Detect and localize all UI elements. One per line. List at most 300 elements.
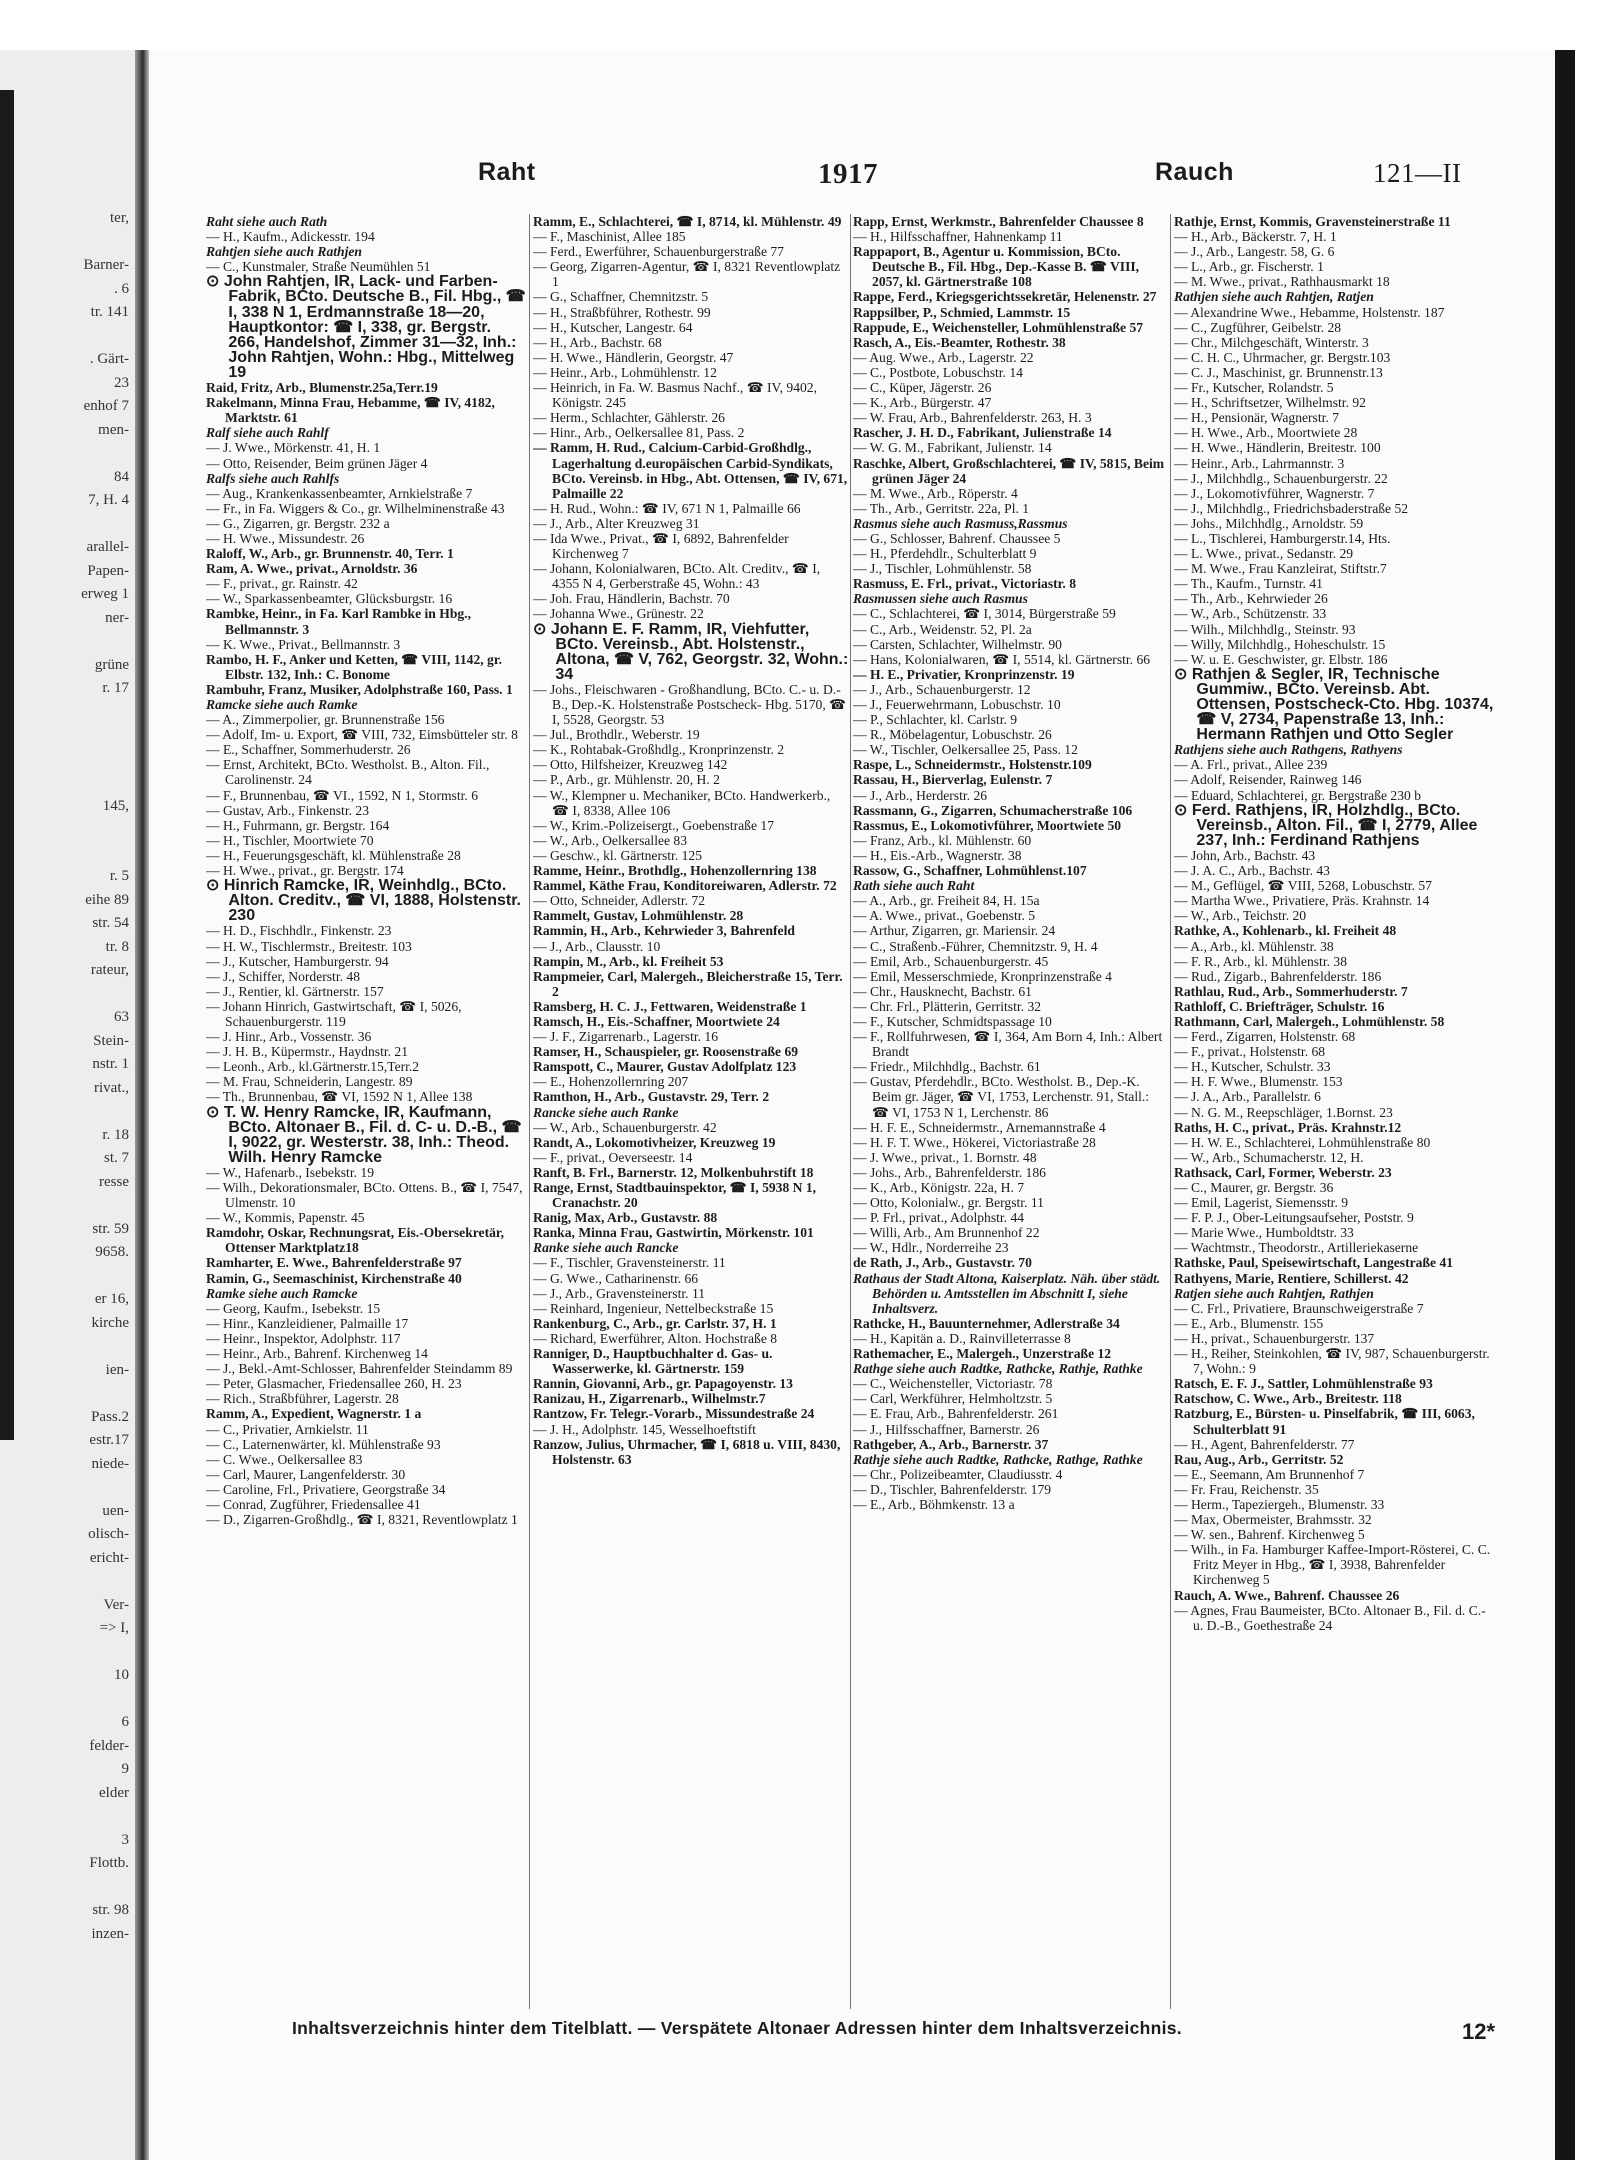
directory-entry: — J. H. B., Küpermstr., Haydnstr. 21 (206, 1044, 409, 1060)
previous-page-line: 3 (121, 1831, 129, 1848)
previous-page-line: 10 (114, 1667, 129, 1683)
directory-entry: — F., Rollfuhrwesen, ☎ I, 364, Am Born 4, Inh.: Albert Brandt (853, 1029, 1163, 1060)
directory-entry: — J., Milchhdlg., Schauenburgerstr. 22 (1174, 470, 1388, 486)
directory-entry: — H., Kutscher, Schulstr. 33 (1174, 1059, 1331, 1075)
directory-entry: — F., Brunnenbau, ☎ VI., 1592, N 1, Stormstr. 6 (206, 787, 478, 803)
previous-page-line: 7, H. 4 (88, 492, 129, 508)
directory-entry: — E., Schaffner, Sommerhuderstr. 26 (206, 742, 411, 758)
directory-entry: — Max, Obermeister, Brahmsstr. 32 (1174, 1512, 1372, 1528)
directory-entry: — H. Wwe., Händlerin, Georgstr. 47 (533, 349, 734, 365)
directory-entry: — Richard, Ewerführer, Alton. Hochstraße 8 (533, 1330, 778, 1346)
directory-entry: — J., Arb., Clausstr. 10 (533, 938, 661, 954)
directory-entry: Rampin, M., Arb., kl. Freiheit 53 (533, 953, 724, 969)
directory-entry: — M. Wwe., Arb., Röperstr. 4 (853, 485, 1018, 501)
directory-entry: Ranka, Minna Frau, Gastwirtin, Mörkenstr. 101 (533, 1225, 814, 1241)
directory-entry: — Chr., Hausknecht, Bachstr. 61 (853, 983, 1032, 999)
directory-entry: Rathloff, C. Briefträger, Schulstr. 16 (1174, 998, 1385, 1014)
directory-entry: Rassow, G., Schaffner, Lohmühlenst.107 (853, 863, 1087, 879)
directory-entry: Raschke, Albert, Großschlachterei, ☎ IV, 5815, Beim grünen Jäger 24 (853, 455, 1165, 486)
directory-entry: Randt, A., Lokomotivheizer, Kreuzweg 19 (533, 1134, 776, 1150)
directory-entry: — J., Arb., Schauenburgerstr. 12 (853, 681, 1031, 697)
directory-entry: Ramthon, H., Arb., Gustavstr. 29, Terr. 2 (533, 1089, 770, 1105)
directory-entry: — L., Arb., gr. Fischerstr. 1 (1174, 259, 1324, 275)
directory-entry: Ralf siehe auch Rahlf (206, 425, 329, 441)
directory-entry: — H., Agent, Bahrenfelderstr. 77 (1174, 1436, 1355, 1452)
previous-page-line: str. 98 (92, 1902, 129, 1918)
directory-entry: — H. E., Privatier, Kronprinzenstr. 19 (853, 666, 1075, 682)
directory-entry: — Th., Arb., Gerritstr. 22a, Pl. 1 (853, 500, 1030, 516)
directory-entry: Rappude, E., Weichensteller, Lohmühlenstraße 57 (853, 319, 1144, 335)
directory-entry: — C. H. C., Uhrmacher, gr. Bergstr.103 (1174, 349, 1391, 365)
directory-entry: — Geschw., kl. Gärtnerstr. 125 (533, 847, 703, 863)
directory-entry: — Heinr., Arb., Bahrenf. Kirchenweg 14 (206, 1346, 428, 1362)
directory-column-1 (206, 214, 526, 2014)
directory-entry: — H., Kaufm., Adickesstr. 194 (206, 229, 375, 245)
directory-entry: Rathjen siehe auch Rahtjen, Ratjen (1174, 289, 1374, 305)
directory-entry: — Jul., Brothdlr., Weberstr. 19 (533, 727, 700, 743)
previous-page-line: nstr. 1 (92, 1056, 129, 1072)
directory-entry: — Rud., Zigarb., Bahrenfelderstr. 186 (1174, 968, 1382, 984)
directory-entry: — E., Hohenzollernring 207 (533, 1074, 689, 1090)
directory-entry: Ranke siehe auch Rancke (533, 1240, 679, 1256)
column-rule (1170, 214, 1171, 2009)
book-gutter (135, 50, 149, 2160)
directory-entry: — J., Lokomotivführer, Wagnerstr. 7 (1174, 485, 1375, 501)
previous-page-line: . Gärt- (89, 351, 129, 367)
previous-page-line: 6 (121, 1714, 129, 1730)
directory-entry: Rammelt, Gustav, Lohmühlenstr. 28 (533, 908, 744, 924)
directory-entry: — H. Wwe., Missundestr. 26 (206, 530, 365, 546)
previous-page-strip (0, 50, 135, 2160)
previous-page-line: niede- (91, 1455, 129, 1472)
directory-entry: — W., Arb., Schumacherstr. 12, H. (1174, 1149, 1364, 1165)
directory-entry: Ranniger, D., Hauptbuchhalter d. Gas- u. Wasserwerke, kl. Gärtnerstr. 159 (533, 1346, 773, 1377)
previous-page-line: felder- (89, 1737, 129, 1754)
directory-entry: — C. Wwe., Oelkersallee 83 (206, 1451, 363, 1467)
directory-entry: Rasmussen siehe auch Rasmus (853, 591, 1028, 607)
directory-entry: — Leonh., Arb., kl.Gärtnerstr.15,Terr.2 (206, 1059, 420, 1075)
directory-entry: — Alexandrine Wwe., Hebamme, Holstenstr. 187 (1174, 304, 1445, 320)
directory-entry: Rappaport, B., Agentur u. Kommission, BCto. Deutsche B., Fil. Hbg., Dep.-Kasse B. ☎ VIII, 2057, kl. Gärtnerstraße 108 (853, 244, 1140, 290)
directory-entry: — J. Wwe., privat., 1. Bornstr. 48 (853, 1149, 1037, 1165)
directory-entry: — D., Tischler, Bahrenfelderstr. 179 (853, 1481, 1052, 1497)
directory-entry: — J., Schiffer, Norderstr. 48 (206, 968, 360, 984)
directory-entry: — Heinrich, in Fa. W. Basmus Nachf., ☎ IV, 9402, Königstr. 245 (533, 380, 818, 411)
directory-entry: ⊙ Hinrich Ramcke, IR, Weinhdlg., BCto. Alton. Creditv., ☎ VI, 1888, Holstenstr. 230 (206, 877, 521, 925)
directory-entry: — C., Weichensteller, Victoriastr. 78 (853, 1376, 1053, 1392)
running-head-left: Raht (478, 158, 536, 186)
directory-entry: Ramdohr, Oskar, Rechnungsrat, Eis.-Obersekretär, Ottenser Marktplatz18 (206, 1225, 505, 1256)
directory-entry: — W., Arb., Schauenburgerstr. 42 (533, 1119, 717, 1135)
directory-entry: Ranizau, H., Zigarrenarb., Wilhelmstr.7 (533, 1391, 766, 1407)
directory-entry: — H., privat., Schauenburgerstr. 137 (1174, 1330, 1375, 1346)
directory-entry: Rauch, A. Wwe., Bahrenf. Chaussee 26 (1174, 1587, 1400, 1603)
directory-entry: — Hinr., Arb., Oelkersallee 81, Pass. 2 (533, 425, 745, 441)
directory-entry: Rankenburg, C., Arb., gr. Carlstr. 37, H. 1 (533, 1315, 777, 1331)
directory-entry: — Georg, Zigarren-Agentur, ☎ I, 8321 Reventlowplatz 1 (533, 259, 841, 290)
previous-page-line: Papen- (87, 562, 129, 579)
directory-entry: — Ferd., Ewerführer, Schauenburgerstraße 77 (533, 244, 784, 260)
directory-entry: Ramspott, C., Maurer, Gustav Adolfplatz 123 (533, 1059, 797, 1075)
directory-entry: Ramsch, H., Eis.-Schaffner, Moortwiete 24 (533, 1013, 780, 1029)
directory-entry: Ranft, B. Frl., Barnerstr. 12, Molkenbuhrstift 18 (533, 1164, 814, 1180)
directory-entry: — Peter, Glasmacher, Friedensallee 260, H. 23 (206, 1376, 462, 1392)
previous-page-line: men- (98, 421, 129, 438)
directory-entry: — H., Reiher, Steinkohlen, ☎ IV, 987, Schauenburgerstr. 7, Wohn.: 9 (1174, 1346, 1490, 1377)
directory-entry: Rathke, A., Kohlenarb., kl. Freiheit 48 (1174, 923, 1397, 939)
directory-entry: — Gustav, Arb., Finkenstr. 23 (206, 802, 369, 818)
directory-entry: — P., Schlachter, kl. Carlstr. 9 (853, 712, 1018, 728)
directory-entry: — W. G. M., Fabrikant, Julienstr. 14 (853, 440, 1052, 456)
directory-entry: — Chr., Milchgeschäft, Winterstr. 3 (1174, 334, 1369, 350)
directory-entry: — Willy, Milchhdlg., Hoheschulstr. 15 (1174, 636, 1386, 652)
directory-entry: — Adolf, Reisender, Rainweg 146 (1174, 772, 1362, 788)
previous-page-line: inzen- (91, 1925, 129, 1942)
directory-entry: Raloff, W., Arb., gr. Brunnenstr. 40, Terr. 1 (206, 546, 454, 562)
directory-entry: — A. Frl., privat., Allee 239 (1174, 757, 1328, 773)
previous-page-line: er 16, (94, 1291, 129, 1307)
directory-entry: — C., Maurer, gr. Bergstr. 36 (1174, 1180, 1334, 1195)
directory-entry: — C., Küper, Jägerstr. 26 (853, 380, 992, 396)
directory-entry: — W., Arb., Teichstr. 20 (1174, 908, 1307, 924)
directory-entry: Rannin, Giovanni, Arb., gr. Papagoyenstr. 13 (533, 1376, 793, 1392)
directory-entry: — Fr., in Fa. Wiggers & Co., gr. Wilhelminenstraße 43 (206, 500, 505, 516)
previous-page-line: olisch- (88, 1526, 129, 1542)
directory-entry: Rathje siehe auch Radtke, Rathcke, Rathge, Rathke (853, 1451, 1143, 1467)
directory-entry: — H., Straßbführer, Rothestr. 99 (533, 304, 711, 320)
directory-entry: — Fr., Kutscher, Rolandstr. 5 (1174, 380, 1334, 396)
directory-entry: — W., Hafenarb., Isebekstr. 19 (206, 1164, 374, 1180)
previous-page-line: uen- (102, 1502, 129, 1519)
directory-entry: — Eduard, Schlachterei, gr. Bergstraße 230 b (1174, 787, 1422, 803)
directory-entry: — C., Straßenb.-Führer, Chemnitzstr. 9, H. 4 (853, 938, 1098, 954)
directory-entry: — Herm., Schlachter, Gählerstr. 26 (533, 410, 725, 426)
directory-column-4 (1174, 214, 1496, 2014)
directory-entry: — J., Feuerwehrmann, Lobuschstr. 10 (853, 697, 1061, 712)
directory-entry: — C., Schlachterei, ☎ I, 3014, Bürgerstraße 59 (853, 606, 1116, 622)
directory-entry: — J., Arb., Gravensteinerstr. 11 (533, 1285, 706, 1301)
directory-entry: Ratjen siehe auch Rahtjen, Rathjen (1174, 1285, 1374, 1301)
directory-entry: — H. F. T. Wwe., Hökerei, Victoriastraße 28 (853, 1134, 1096, 1150)
directory-entry: — Adolf, Im- u. Export, ☎ VIII, 732, Eimsbütteler str. 8 (206, 727, 518, 743)
previous-page-line: str. 54 (92, 915, 129, 931)
directory-entry: ⊙ Rathjen & Segler, IR, Technische Gummiw., BCto. Vereinsb. Abt. Ottensen, Postscheck-Cto. Hbg. 10374, ☎ V, 2734, Papenstraße 13, Inh.: Hermann Rathjen und Otto Segler (1174, 665, 1494, 744)
directory-entry: — J., Tischler, Lohmühlenstr. 58 (853, 561, 1032, 577)
directory-entry: — M. Frau, Schneiderin, Langestr. 89 (206, 1074, 413, 1090)
previous-page-line: str. 59 (92, 1220, 129, 1237)
directory-entry: — K., Arb., Bürgerstr. 47 (853, 395, 992, 411)
directory-entry: Rapp, Ernst, Werkmstr., Bahrenfelder Chaussee 8 (853, 214, 1144, 229)
directory-entry: Rasmuss, E. Frl., privat., Victoriastr. 8 (853, 576, 1077, 592)
directory-entry: — P., Arb., gr. Mühlenstr. 20, H. 2 (533, 772, 720, 788)
directory-entry: — C., Kunstmaler, Straße Neumühlen 51 (206, 259, 431, 275)
directory-entry: — H. Wwe., Händlerin, Breitestr. 100 (1174, 440, 1381, 456)
directory-entry: Ramke siehe auch Ramcke (206, 1285, 358, 1301)
previous-page-line: st. 7 (103, 1150, 129, 1166)
directory-entry: — Th., Kaufm., Turnstr. 41 (1174, 576, 1323, 592)
directory-entry: Rathemacher, E., Malergeh., Unzerstraße 12 (853, 1346, 1112, 1362)
directory-entry: Ramm, E., Schlachterei, ☎ I, 8714, kl. Mühlenstr. 49 (533, 214, 842, 229)
directory-entry: — Gustav, Pferdehdlr., BCto. Westholst. B., Dep.-K. Beim gr. Jäger, ☎ VI, 1753, Lerchenstr. 91, Stall.: ☎ VI, 1753 N 1, Lerchenstr. 86 (853, 1074, 1150, 1120)
directory-entry: — Th., Brunnenbau, ☎ VI, 1592 N 1, Allee 138 (206, 1089, 473, 1105)
directory-entry: ⊙ T. W. Henry Ramcke, IR, Kaufmann, BCto. Altonaer B., Fil. d. C- u. D.-B., ☎ I, 9022, gr. Westerstr. 38, Inh.: Theod. Wilh. Henry Ramcke (206, 1103, 522, 1166)
year-heading: 1917 (818, 158, 878, 190)
directory-entry: Rath siehe auch Raht (853, 878, 975, 894)
directory-entry: — C., Privatier, Arnkielstr. 11 (206, 1421, 369, 1437)
directory-entry: — F., privat., Holstenstr. 68 (1174, 1044, 1326, 1060)
directory-entry: — H., Fuhrmann, gr. Bergstr. 164 (206, 817, 390, 833)
directory-entry: Rasmus siehe auch Rasmuss,Rassmus (853, 515, 1068, 531)
previous-page-line: r. 18 (102, 1126, 129, 1143)
column-rule (529, 214, 530, 2009)
directory-entry: Ratzburg, E., Bürsten- u. Pinselfabrik, ☎ III, 6063, Schulterblatt 91 (1174, 1406, 1475, 1437)
previous-page-line: 23 (114, 374, 129, 391)
directory-entry: — Otto, Reisender, Beim grünen Jäger 4 (206, 455, 428, 471)
previous-page-line: 63 (114, 1009, 129, 1025)
directory-entry: — M., Geflügel, ☎ VIII, 5268, Lobuschstr. 57 (1174, 878, 1432, 894)
directory-column-3 (853, 214, 1167, 2014)
directory-entry: de Rath, J., Arb., Gustavstr. 70 (853, 1255, 1032, 1271)
directory-entry: — J. H., Adolphstr. 145, Wesselhoeftstift (533, 1421, 756, 1437)
directory-entry: — C. Frl., Privatiere, Braunschweigerstraße 7 (1174, 1300, 1424, 1316)
directory-entry: — M. Wwe., Frau Kanzleirat, Stiftstr.7 (1174, 561, 1387, 577)
previous-page-line: r. 5 (109, 868, 129, 884)
directory-entry: — H., Arb., Bachstr. 68 (533, 334, 662, 350)
directory-entry: — J. Hinr., Arb., Vossenstr. 36 (206, 1029, 372, 1045)
directory-entry: Ramin, G., Seemaschinist, Kirchenstraße 40 (206, 1270, 462, 1286)
directory-entry: — J., Bekl.-Amt-Schlosser, Bahrenfelder Steindamm 89 (206, 1361, 513, 1377)
running-head-right: Rauch (1155, 158, 1234, 186)
directory-entry: — H. D., Fischhdlr., Finkenstr. 23 (206, 923, 392, 939)
directory-entry: Rambke, Heinr., in Fa. Karl Rambke in Hbg., Bellmannstr. 3 (206, 606, 471, 637)
directory-entry: Ramsberg, H. C. J., Fettwaren, Weidenstraße 1 (533, 998, 807, 1014)
directory-entry: Rathgeber, A., Arb., Barnerstr. 37 (853, 1436, 1049, 1452)
previous-page-line: 84 (114, 468, 129, 485)
directory-entry: Raspe, L., Schneidermstr., Holstenstr.109 (853, 757, 1092, 773)
directory-entry: Ramme, Heinr., Brothdlg., Hohenzollernring 138 (533, 863, 817, 879)
previous-page-line: rateur, (90, 962, 129, 978)
directory-entry: — K. Wwe., Privat., Bellmannstr. 3 (206, 636, 401, 652)
directory-entry: Rammel, Käthe Frau, Konditoreiwaren, Adlerstr. 72 (533, 878, 837, 894)
directory-entry: — H. W. E., Schlachterei, Lohmühlenstraße 80 (1174, 1134, 1431, 1150)
directory-entry: — Georg, Kaufm., Isebekstr. 15 (206, 1300, 381, 1316)
directory-entry: — W., Tischler, Oelkersallee 25, Pass. 12 (853, 742, 1078, 758)
directory-entry: — Friedr., Milchhdlg., Bachstr. 61 (853, 1059, 1041, 1075)
directory-entry: Rathcke, H., Bauunternehmer, Adlerstraße 34 (853, 1315, 1120, 1331)
directory-entry: ⊙ Johann E. F. Ramm, IR, Viehfutter, BCto. Vereinsb., Abt. Holstenstr., Altona, ☎ V, 762, Georgstr. 32, Wohn.: 34 (533, 620, 849, 683)
directory-entry: Ramcke siehe auch Ramke (206, 697, 358, 712)
directory-entry: — G. Wwe., Catharinenstr. 66 (533, 1270, 699, 1286)
directory-entry: — Wilh., Dekorationsmaler, BCto. Ottens. B., ☎ I, 7547, Ulmenstr. 10 (206, 1180, 523, 1211)
directory-entry: — Martha Wwe., Privatiere, Präs. Krahnstr. 14 (1174, 893, 1430, 909)
directory-entry: Rathsack, Carl, Former, Weberstr. 23 (1174, 1164, 1392, 1180)
directory-entry: — C., Postbote, Lobuschstr. 14 (853, 364, 1023, 380)
previous-page-line: arallel- (86, 539, 129, 555)
previous-page-line: 145, (102, 797, 129, 814)
directory-entry: Ratsch, E. F. J., Sattler, Lohmühlenstraße 93 (1174, 1376, 1433, 1392)
directory-entry: — E., Arb., Böhmkenstr. 13 a (853, 1496, 1015, 1512)
directory-column-2 (533, 214, 849, 2014)
directory-entry: Rassau, H., Bierverlag, Eulenstr. 7 (853, 772, 1053, 788)
directory-entry: — Hans, Kolonialwaren, ☎ I, 5514, kl. Gärtnerstr. 66 (853, 651, 1151, 667)
directory-entry: — Joh. Frau, Händlerin, Bachstr. 70 (533, 591, 730, 607)
directory-entry: — H. F. Wwe., Blumenstr. 153 (1174, 1074, 1343, 1090)
previous-page-line: Stein- (93, 1032, 129, 1049)
directory-entry: Rau, Aug., Arb., Gerritstr. 52 (1174, 1451, 1344, 1467)
directory-entry: Rappe, Ferd., Kriegsgerichtssekretär, Helenenstr. 27 (853, 289, 1157, 305)
directory-entry: — Aug. Wwe., Arb., Lagerstr. 22 (853, 349, 1034, 365)
directory-entry: — Aug., Krankenkassenbeamter, Arnkielstraße 7 (206, 485, 473, 501)
directory-entry: Rantzow, Fr. Telegr.-Vorarb., Missundestraße 24 (533, 1406, 815, 1422)
previous-page-line: ericht- (89, 1549, 129, 1566)
directory-entry: — C., Laternenwärter, kl. Mühlenstraße 93 (206, 1436, 441, 1452)
directory-entry: — John, Arb., Bachstr. 43 (1174, 847, 1316, 863)
directory-entry: — H., Pferdehdlr., Schulterblatt 9 (853, 546, 1037, 562)
directory-entry: — K., Arb., Königstr. 22a, H. 7 (853, 1180, 1025, 1195)
directory-entry: — Th., Arb., Kehrwieder 26 (1174, 591, 1328, 607)
directory-entry: — H., Feuerungsgeschäft, kl. Mühlenstraße 28 (206, 847, 461, 863)
directory-entry: — W., Klempner u. Mechaniker, BCto. Handwerkerb., ☎ I, 8338, Allee 106 (533, 787, 831, 818)
previous-page-line: enhof 7 (83, 398, 129, 414)
directory-entry: — J. Wwe., Mörkenstr. 41, H. 1 (206, 440, 381, 456)
directory-entry: Rambo, H. F., Anker und Ketten, ☎ VIII, 1142, gr. Elbstr. 132, Inh.: C. Bonome (206, 651, 503, 682)
directory-entry: — Ida Wwe., Privat., ☎ I, 6892, Bahrenfelder Kirchenweg 7 (533, 530, 789, 562)
directory-entry: Ramser, H., Schauspieler, gr. Roosenstraße 69 (533, 1044, 799, 1060)
previous-page-line: r. 17 (102, 680, 129, 696)
directory-entry: Rathaus der Stadt Altona, Kaiserplatz. Näh. über städt. Behörden u. Amtsstellen im Abschnitt I, siehe Inhaltsverz. (853, 1270, 1161, 1316)
directory-entry: — F. P. J., Ober-Leitungsaufseher, Poststr. 9 (1174, 1210, 1414, 1226)
previous-page-line: estr.17 (89, 1432, 129, 1448)
directory-entry: — H., Pensionär, Wagnerstr. 7 (1174, 410, 1339, 426)
previous-page-line: resse (99, 1173, 129, 1190)
previous-page-line: 9658. (95, 1244, 129, 1260)
directory-entry: — Conrad, Zugführer, Friedensallee 41 (206, 1496, 421, 1512)
directory-entry: — Otto, Kolonialw., gr. Bergstr. 11 (853, 1195, 1044, 1211)
directory-entry: — A. Wwe., privat., Goebenstr. 5 (853, 908, 1036, 924)
directory-entry: Raths, H. C., privat., Präs. Krahnstr.12 (1174, 1119, 1402, 1135)
directory-entry: — E., Seemann, Am Brunnenhof 7 (1174, 1466, 1365, 1482)
directory-entry: — H., Kutscher, Langestr. 64 (533, 319, 693, 335)
directory-entry: — Emil, Lagerist, Siemensstr. 9 (1174, 1195, 1349, 1211)
directory-entry: — G., Schlosser, Bahrenf. Chaussee 5 (853, 530, 1061, 546)
directory-entry: — Johann Hinrich, Gastwirtschaft, ☎ I, 5026, Schauenburgerstr. 119 (206, 998, 462, 1029)
directory-entry: — Agnes, Frau Baumeister, BCto. Altonaer B., Fil. d. C.- u. D.-B., Goethestraße 24 (1174, 1602, 1486, 1633)
previous-page-line: tr. 8 (105, 938, 129, 955)
previous-page-line: rivat., (94, 1079, 129, 1096)
directory-entry: — W., Hdlr., Norderreihe 23 (853, 1240, 1009, 1256)
directory-entry: — W., Sparkassenbeamter, Glücksburgstr. 16 (206, 591, 453, 607)
directory-entry: Raid, Fritz, Arb., Blumenstr.25a,Terr.19 (206, 380, 438, 396)
previous-page-line: => I, (99, 1620, 129, 1636)
previous-page-line: ien- (105, 1361, 129, 1378)
signature-number: 12* (1462, 2019, 1496, 2044)
directory-entry: — Rich., Straßbführer, Lagerstr. 28 (206, 1391, 399, 1407)
directory-entry: — Caroline, Frl., Privatiere, Georgstraße 34 (206, 1481, 446, 1497)
directory-entry: — J., Arb., Alter Kreuzweg 31 (533, 515, 700, 531)
directory-entry: — L., Tischlerei, Hamburgerstr.14, Hts. (1174, 530, 1391, 546)
directory-entry: — J., Rentier, kl. Gärtnerstr. 157 (206, 983, 384, 999)
directory-entry: Rathlau, Rud., Arb., Sommerhuderstr. 7 (1174, 983, 1408, 999)
directory-entry: — W. u. E. Geschwister, gr. Elbstr. 186 (1174, 651, 1388, 667)
directory-entry: — W., Krim.-Polizeisergt., Goebenstraße 17 (533, 817, 774, 833)
directory-entry: Rassmann, G., Zigarren, Schumacherstraße 106 (853, 802, 1133, 818)
directory-entry: — Ramm, H. Rud., Calcium-Carbid-Großhdlg., Lagerhaltung d.europäischen Carbid-Syndikats, BCto. Vereinsb. in Hbg., Abt. Ottensen, ☎ IV, 671, Palmaille 22 (533, 440, 848, 501)
directory-entry: — H. Rud., Wohn.: ☎ IV, 671 N 1, Palmaille 66 (533, 500, 801, 516)
directory-entry: — H., Hilfsschaffner, Hahnenkamp 11 (853, 229, 1063, 245)
previous-page-edge (0, 90, 14, 1440)
previous-page-line: tr. 141 (90, 304, 129, 320)
directory-entry: — Otto, Schneider, Adlerstr. 72 (533, 893, 705, 909)
directory-entry: Rancke siehe auch Ranke (533, 1104, 679, 1120)
directory-entry: ⊙ John Rahtjen, IR, Lack- und Farben-Fabrik, BCto. Deutsche B., Fil. Hbg., ☎ I, 338 N 1, Erdmannstraße 18—20, Hauptkontor: ☎ I, 338, gr. Bergstr. 266, Handelshof, Zimmer 31—32, Inh.: John Rahtjen, Wohn.: Hbg., Mittelweg 19 (206, 273, 526, 381)
directory-entry: Raht siehe auch Rath (206, 214, 328, 229)
directory-entry: — K., Rohtabak-Großhdlg., Kronprinzenstr. 2 (533, 742, 785, 758)
directory-entry: — Franz, Arb., kl. Mühlenstr. 60 (853, 832, 1032, 848)
directory-entry: — H., Schriftsetzer, Wilhelmstr. 92 (1174, 395, 1366, 411)
directory-entry: — H. F. E., Schneidermstr., Arnemannstraße 4 (853, 1119, 1106, 1135)
directory-entry: Rampmeier, Carl, Malergeh., Bleicherstraße 15, Terr. 2 (533, 968, 843, 999)
directory-entry: — C. J., Maschinist, gr. Brunnenstr.13 (1174, 364, 1383, 380)
directory-entry: Ranzow, Julius, Uhrmacher, ☎ I, 6818 u. VIII, 8430, Holstenstr. 63 (533, 1436, 841, 1467)
directory-entry: Ranig, Max, Arb., Gustavstr. 88 (533, 1210, 718, 1226)
directory-entry: — G., Zigarren, gr. Bergstr. 232 a (206, 515, 390, 531)
directory-entry: ⊙ Ferd. Rathjens, IR, Holzhdlg., BCto. Vereinsb., Alton. Fil., ☎ I, 2779, Allee 237, Inh.: Ferdinand Rathjens (1174, 801, 1478, 849)
previous-page-line: Flottb. (89, 1855, 129, 1871)
directory-entry: Rathyens, Marie, Rentiere, Schillerst. 42 (1174, 1270, 1409, 1286)
directory-entry: — E. Frau, Arb., Bahrenfelderstr. 261 (853, 1406, 1059, 1422)
directory-entry: Ramharter, E. Wwe., Bahrenfelderstraße 97 (206, 1255, 462, 1271)
previous-page-line: erweg 1 (81, 586, 129, 602)
directory-entry: — R., Möbelagentur, Lobuschstr. 26 (853, 727, 1052, 743)
previous-page-line: Pass.2 (91, 1408, 129, 1425)
directory-entry: Rathske, Paul, Speisewirtschaft, Langestraße 41 (1174, 1255, 1454, 1271)
directory-entry: — J., Hilfsschaffner, Barnerstr. 26 (853, 1421, 1040, 1437)
directory-entry: — J. F., Zigarrenarb., Lagerstr. 16 (533, 1029, 719, 1045)
directory-entry: — J., Arb., Herderstr. 26 (853, 787, 988, 803)
directory-entry: — Otto, Hilfsheizer, Kreuzweg 142 (533, 757, 728, 773)
directory-entry: Rathje, Ernst, Kommis, Gravensteinerstraße 11 (1174, 214, 1451, 229)
previous-page-line: grüne (94, 656, 129, 673)
directory-entry: — Carsten, Schlachter, Wilhelmstr. 90 (853, 636, 1062, 652)
directory-entry: Ratschow, C. Wwe., Arb., Breitestr. 118 (1174, 1391, 1402, 1407)
directory-entry: — F., Kutscher, Schmidtspassage 10 (853, 1013, 1052, 1029)
directory-entry: Rammin, H., Arb., Kehrwieder 3, Bahrenfeld (533, 923, 795, 939)
directory-entry: — Herm., Tapeziergeh., Blumenstr. 33 (1174, 1496, 1385, 1512)
directory-entry: Rambuhr, Franz, Musiker, Adolphstraße 160, Pass. 1 (206, 681, 513, 697)
directory-entry: — H., Kapitän a. D., Rainvilleterrasse 8 (853, 1330, 1071, 1346)
directory-entry: — Johs., Milchhdlg., Arnoldstr. 59 (1174, 515, 1364, 531)
directory-entry: — F. R., Arb., kl. Mühlenstr. 38 (1174, 953, 1348, 969)
directory-entry: — A., Arb., kl. Mühlenstr. 38 (1174, 938, 1334, 954)
directory-entry: Rathge siehe auch Radtke, Rathcke, Rathje, Rathke (853, 1361, 1143, 1377)
directory-entry: — Heinr., Arb., Lahrmannstr. 3 (1174, 455, 1345, 471)
directory-entry: — Ferd., Zigarren, Holstenstr. 68 (1174, 1029, 1356, 1045)
directory-entry: — D., Zigarren-Großhdlg., ☎ I, 8321, Reventlowplatz 1 (206, 1512, 518, 1528)
directory-entry: — C., Zugführer, Geibelstr. 28 (1174, 319, 1342, 335)
directory-entry: — W. Frau, Arb., Bahrenfelderstr. 263, H. 3 (853, 410, 1092, 426)
directory-entry: Rascher, J. H. D., Fabrikant, Julienstraße 14 (853, 425, 1112, 441)
directory-entry: — M. Wwe., privat., Rathhausmarkt 18 (1174, 274, 1390, 290)
directory-entry: Ralfs siehe auch Rahlfs (206, 470, 340, 486)
directory-entry: Rakelmann, Minna Frau, Hebamme, ☎ IV, 4182, Marktstr. 61 (206, 395, 495, 426)
directory-entry: — H., Tischler, Moortwiete 70 (206, 832, 374, 848)
directory-entry: — Arthur, Zigarren, gr. Mariensir. 24 (853, 923, 1056, 939)
directory-entry: — H. W., Tischlermstr., Breitestr. 103 (206, 938, 412, 954)
directory-entry: — H., Eis.-Arb., Wagnerstr. 38 (853, 847, 1022, 863)
directory-entry: — Wilh., in Fa. Hamburger Kaffee-Import-Rösterei, C. C. Fritz Meyer in Hbg., ☎ I, 3938, Bahrenfelder Kirchenweg 5 (1174, 1542, 1491, 1588)
directory-entry: — W., Arb., Schützenstr. 33 (1174, 606, 1327, 622)
directory-entry: — Hinr., Kanzleidiener, Palmaille 17 (206, 1315, 409, 1331)
